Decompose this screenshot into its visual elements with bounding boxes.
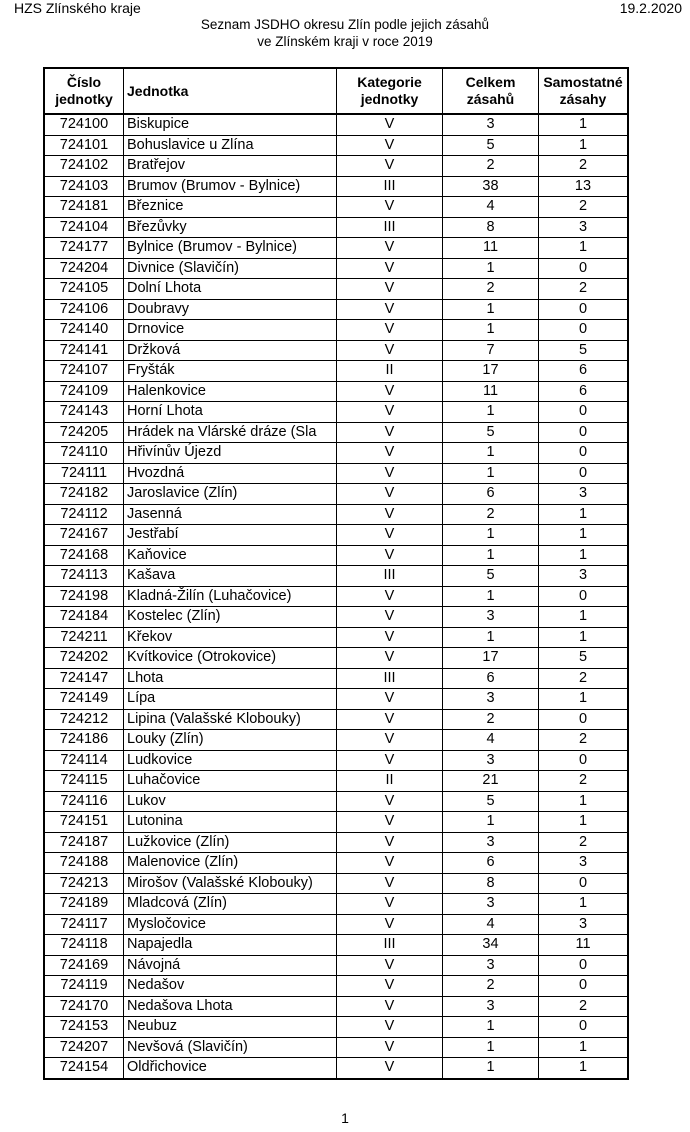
table-row [44, 320, 628, 341]
cell-independent: 5 [539, 340, 629, 361]
cell-category: V [337, 484, 443, 505]
table-row [44, 935, 628, 956]
cell-total: 1 [443, 443, 539, 464]
cell-unit-name: Napajedla [124, 935, 337, 956]
cell-independent: 1 [539, 135, 629, 156]
table-row [44, 750, 628, 771]
cell-unit-name: Březnice [124, 197, 337, 218]
cell-independent: 1 [539, 1058, 629, 1079]
cell-independent: 1 [539, 627, 629, 648]
table-row [44, 484, 628, 505]
cell-category: V [337, 504, 443, 525]
cell-independent: 2 [539, 668, 629, 689]
cell-unit-number: 724105 [44, 279, 124, 300]
units-table [43, 67, 629, 1080]
cell-total: 1 [443, 402, 539, 423]
cell-independent: 1 [539, 607, 629, 628]
cell-category: V [337, 648, 443, 669]
cell-unit-number: 724107 [44, 361, 124, 382]
cell-total: 8 [443, 873, 539, 894]
cell-unit-number: 724188 [44, 853, 124, 874]
cell-category: III [337, 217, 443, 238]
cell-unit-number: 724189 [44, 894, 124, 915]
cell-unit-number: 724184 [44, 607, 124, 628]
cell-total: 1 [443, 586, 539, 607]
cell-category: V [337, 607, 443, 628]
cell-unit-name: Dolní Lhota [124, 279, 337, 300]
cell-independent: 2 [539, 156, 629, 177]
cell-unit-name: Lužkovice (Zlín) [124, 832, 337, 853]
table-body [44, 114, 628, 1079]
cell-unit-number: 724103 [44, 176, 124, 197]
cell-unit-name: Mladcová (Zlín) [124, 894, 337, 915]
cell-unit-number: 724140 [44, 320, 124, 341]
table-row [44, 258, 628, 279]
cell-independent: 0 [539, 976, 629, 997]
cell-category: V [337, 627, 443, 648]
cell-unit-number: 724213 [44, 873, 124, 894]
cell-unit-number: 724118 [44, 935, 124, 956]
page-number: 1 [341, 1110, 349, 1126]
cell-unit-number: 724106 [44, 299, 124, 320]
cell-unit-number: 724102 [44, 156, 124, 177]
cell-category: V [337, 791, 443, 812]
cell-category: V [337, 258, 443, 279]
cell-independent: 1 [539, 689, 629, 710]
cell-unit-name: Kvítkovice (Otrokovice) [124, 648, 337, 669]
table-row [44, 545, 628, 566]
cell-total: 3 [443, 832, 539, 853]
cell-unit-number: 724169 [44, 955, 124, 976]
cell-total: 1 [443, 1058, 539, 1079]
cell-unit-name: Lipina (Valašské Klobouky) [124, 709, 337, 730]
column-header-unit: Jednotka [124, 68, 337, 114]
cell-unit-number: 724181 [44, 197, 124, 218]
cell-unit-name: Lukov [124, 791, 337, 812]
table-row [44, 709, 628, 730]
cell-independent: 2 [539, 730, 629, 751]
document-title [0, 16, 690, 50]
cell-unit-name: Doubravy [124, 299, 337, 320]
cell-independent: 0 [539, 955, 629, 976]
cell-category: V [337, 238, 443, 259]
table-row [44, 648, 628, 669]
cell-unit-number: 724212 [44, 709, 124, 730]
cell-independent: 2 [539, 197, 629, 218]
cell-total: 5 [443, 422, 539, 443]
cell-total: 3 [443, 689, 539, 710]
cell-total: 2 [443, 709, 539, 730]
cell-category: V [337, 709, 443, 730]
table-row [44, 279, 628, 300]
table-row [44, 176, 628, 197]
table-row [44, 1058, 628, 1079]
cell-category: V [337, 689, 443, 710]
cell-total: 11 [443, 238, 539, 259]
cell-total: 2 [443, 504, 539, 525]
cell-independent: 1 [539, 504, 629, 525]
cell-total: 34 [443, 935, 539, 956]
cell-unit-name: Křekov [124, 627, 337, 648]
cell-unit-number: 724111 [44, 463, 124, 484]
cell-total: 2 [443, 279, 539, 300]
cell-category: V [337, 730, 443, 751]
cell-independent: 1 [539, 1037, 629, 1058]
cell-unit-name: Neubuz [124, 1017, 337, 1038]
cell-category: V [337, 340, 443, 361]
cell-category: V [337, 750, 443, 771]
cell-category: V [337, 381, 443, 402]
cell-unit-number: 724141 [44, 340, 124, 361]
cell-unit-name: Kladná-Žilín (Luhačovice) [124, 586, 337, 607]
cell-total: 3 [443, 114, 539, 135]
cell-unit-number: 724153 [44, 1017, 124, 1038]
table-row [44, 607, 628, 628]
title-line-1: Seznam JSDHO okresu Zlín podle jejich zásahů [200, 17, 490, 32]
cell-category: V [337, 545, 443, 566]
cell-independent: 1 [539, 525, 629, 546]
table-row [44, 463, 628, 484]
cell-unit-number: 724168 [44, 545, 124, 566]
cell-unit-number: 724204 [44, 258, 124, 279]
cell-unit-name: Louky (Zlín) [124, 730, 337, 751]
cell-total: 3 [443, 996, 539, 1017]
cell-independent: 2 [539, 832, 629, 853]
cell-independent: 0 [539, 258, 629, 279]
cell-total: 6 [443, 853, 539, 874]
cell-unit-name: Jaroslavice (Zlín) [124, 484, 337, 505]
cell-category: V [337, 1058, 443, 1079]
cell-independent: 1 [539, 545, 629, 566]
cell-independent: 6 [539, 361, 629, 382]
table-row [44, 135, 628, 156]
cell-category: V [337, 976, 443, 997]
cell-unit-name: Luhačovice [124, 771, 337, 792]
cell-independent: 0 [539, 463, 629, 484]
cell-category: V [337, 422, 443, 443]
cell-total: 1 [443, 258, 539, 279]
cell-independent: 13 [539, 176, 629, 197]
cell-independent: 1 [539, 894, 629, 915]
document-date: 19.2.2020 [619, 0, 682, 16]
cell-category: V [337, 955, 443, 976]
cell-unit-name: Kašava [124, 566, 337, 587]
table-row [44, 689, 628, 710]
cell-category: III [337, 935, 443, 956]
cell-unit-name: Drnovice [124, 320, 337, 341]
table-row [44, 1017, 628, 1038]
cell-unit-name: Bohuslavice u Zlína [124, 135, 337, 156]
cell-independent: 3 [539, 914, 629, 935]
cell-unit-number: 724149 [44, 689, 124, 710]
cell-unit-name: Nedašov [124, 976, 337, 997]
cell-independent: 6 [539, 381, 629, 402]
cell-independent: 0 [539, 750, 629, 771]
column-header-category: Kategorie jednotky [337, 68, 443, 114]
column-header-independent-interventions: Samostatné zásahy [539, 68, 629, 114]
cell-independent: 2 [539, 996, 629, 1017]
cell-category: V [337, 853, 443, 874]
cell-total: 5 [443, 791, 539, 812]
cell-independent: 3 [539, 566, 629, 587]
table-row [44, 238, 628, 259]
table-row [44, 730, 628, 751]
cell-total: 1 [443, 1037, 539, 1058]
table-row [44, 299, 628, 320]
cell-unit-number: 724117 [44, 914, 124, 935]
cell-unit-name: Bylnice (Brumov - Bylnice) [124, 238, 337, 259]
cell-independent: 2 [539, 771, 629, 792]
cell-total: 2 [443, 156, 539, 177]
cell-unit-name: Mysločovice [124, 914, 337, 935]
cell-unit-name: Hrádek na Vlárské dráze (Sla [124, 422, 337, 443]
cell-independent: 3 [539, 484, 629, 505]
cell-total: 5 [443, 566, 539, 587]
cell-independent: 3 [539, 853, 629, 874]
cell-independent: 1 [539, 238, 629, 259]
cell-category: V [337, 299, 443, 320]
cell-total: 4 [443, 914, 539, 935]
cell-category: V [337, 832, 443, 853]
cell-category: V [337, 873, 443, 894]
cell-total: 11 [443, 381, 539, 402]
cell-unit-number: 724116 [44, 791, 124, 812]
cell-unit-number: 724187 [44, 832, 124, 853]
cell-independent: 0 [539, 1017, 629, 1038]
cell-unit-name: Horní Lhota [124, 402, 337, 423]
cell-total: 1 [443, 299, 539, 320]
cell-independent: 3 [539, 217, 629, 238]
cell-total: 5 [443, 135, 539, 156]
cell-independent: 0 [539, 873, 629, 894]
cell-total: 6 [443, 484, 539, 505]
cell-independent: 11 [539, 935, 629, 956]
cell-category: V [337, 279, 443, 300]
cell-total: 7 [443, 340, 539, 361]
cell-unit-name: Nevšová (Slavičín) [124, 1037, 337, 1058]
cell-category: V [337, 996, 443, 1017]
cell-category: III [337, 566, 443, 587]
cell-total: 3 [443, 607, 539, 628]
table-row [44, 340, 628, 361]
cell-unit-name: Bratřejov [124, 156, 337, 177]
table-row [44, 894, 628, 915]
table-row [44, 914, 628, 935]
cell-unit-name: Halenkovice [124, 381, 337, 402]
cell-unit-name: Brumov (Brumov - Bylnice) [124, 176, 337, 197]
cell-independent: 0 [539, 402, 629, 423]
cell-unit-number: 724198 [44, 586, 124, 607]
cell-category: II [337, 771, 443, 792]
cell-unit-name: Fryšták [124, 361, 337, 382]
cell-unit-number: 724170 [44, 996, 124, 1017]
cell-unit-name: Hvozdná [124, 463, 337, 484]
cell-unit-number: 724119 [44, 976, 124, 997]
cell-category: II [337, 361, 443, 382]
cell-category: V [337, 894, 443, 915]
table-row [44, 955, 628, 976]
table-row [44, 114, 628, 135]
cell-unit-number: 724177 [44, 238, 124, 259]
cell-unit-number: 724114 [44, 750, 124, 771]
cell-independent: 1 [539, 791, 629, 812]
cell-category: V [337, 1037, 443, 1058]
table-row [44, 156, 628, 177]
cell-category: V [337, 812, 443, 833]
cell-unit-number: 724205 [44, 422, 124, 443]
table-row [44, 668, 628, 689]
cell-category: V [337, 114, 443, 135]
cell-independent: 1 [539, 812, 629, 833]
cell-unit-name: Lutonina [124, 812, 337, 833]
cell-unit-number: 724112 [44, 504, 124, 525]
cell-unit-number: 724211 [44, 627, 124, 648]
cell-unit-name: Hřivínův Újezd [124, 443, 337, 464]
cell-unit-name: Návojná [124, 955, 337, 976]
cell-category: V [337, 914, 443, 935]
cell-unit-name: Kostelec (Zlín) [124, 607, 337, 628]
table-row [44, 197, 628, 218]
cell-unit-name: Jasenná [124, 504, 337, 525]
cell-category: V [337, 1017, 443, 1038]
cell-unit-name: Ludkovice [124, 750, 337, 771]
cell-category: V [337, 525, 443, 546]
table-row [44, 586, 628, 607]
cell-total: 1 [443, 545, 539, 566]
cell-unit-name: Malenovice (Zlín) [124, 853, 337, 874]
table-row [44, 525, 628, 546]
cell-independent: 5 [539, 648, 629, 669]
table-row [44, 791, 628, 812]
table-row [44, 627, 628, 648]
cell-independent: 0 [539, 299, 629, 320]
table-row [44, 832, 628, 853]
cell-category: V [337, 463, 443, 484]
cell-total: 3 [443, 955, 539, 976]
table-row [44, 976, 628, 997]
table-row [44, 771, 628, 792]
cell-total: 2 [443, 976, 539, 997]
table-row [44, 1037, 628, 1058]
cell-unit-number: 724207 [44, 1037, 124, 1058]
cell-unit-number: 724143 [44, 402, 124, 423]
cell-category: V [337, 402, 443, 423]
table-row [44, 361, 628, 382]
cell-total: 1 [443, 1017, 539, 1038]
cell-unit-number: 724154 [44, 1058, 124, 1079]
title-line-2: ve Zlínském kraji v roce 2019 [257, 34, 433, 49]
cell-independent: 0 [539, 709, 629, 730]
cell-unit-name: Mirošov (Valašské Klobouky) [124, 873, 337, 894]
cell-total: 1 [443, 463, 539, 484]
cell-unit-name: Lhota [124, 668, 337, 689]
cell-category: III [337, 668, 443, 689]
cell-total: 4 [443, 197, 539, 218]
table-row [44, 996, 628, 1017]
cell-unit-name: Biskupice [124, 114, 337, 135]
cell-unit-number: 724115 [44, 771, 124, 792]
cell-unit-name: Držková [124, 340, 337, 361]
cell-total: 3 [443, 894, 539, 915]
cell-category: V [337, 586, 443, 607]
cell-total: 4 [443, 730, 539, 751]
cell-total: 3 [443, 750, 539, 771]
cell-unit-number: 724167 [44, 525, 124, 546]
cell-total: 1 [443, 320, 539, 341]
cell-independent: 1 [539, 114, 629, 135]
cell-category: V [337, 443, 443, 464]
cell-unit-number: 724100 [44, 114, 124, 135]
cell-total: 8 [443, 217, 539, 238]
cell-unit-number: 724113 [44, 566, 124, 587]
cell-unit-number: 724202 [44, 648, 124, 669]
cell-total: 21 [443, 771, 539, 792]
cell-unit-number: 724104 [44, 217, 124, 238]
cell-unit-number: 724151 [44, 812, 124, 833]
cell-unit-name: Lípa [124, 689, 337, 710]
table-row [44, 873, 628, 894]
table-row [44, 402, 628, 423]
cell-total: 17 [443, 648, 539, 669]
table-row [44, 381, 628, 402]
cell-unit-number: 724101 [44, 135, 124, 156]
table-row [44, 853, 628, 874]
cell-unit-name: Divnice (Slavičín) [124, 258, 337, 279]
cell-category: V [337, 320, 443, 341]
cell-unit-name: Kaňovice [124, 545, 337, 566]
table-row [44, 812, 628, 833]
cell-unit-name: Oldřichovice [124, 1058, 337, 1079]
cell-category: V [337, 135, 443, 156]
cell-unit-number: 724109 [44, 381, 124, 402]
cell-unit-name: Nedašova Lhota [124, 996, 337, 1017]
cell-total: 1 [443, 812, 539, 833]
table-row [44, 443, 628, 464]
cell-independent: 2 [539, 279, 629, 300]
cell-category: V [337, 156, 443, 177]
column-header-total-interventions: Celkem zásahů [443, 68, 539, 114]
cell-unit-number: 724182 [44, 484, 124, 505]
cell-category: V [337, 197, 443, 218]
cell-unit-name: Jestřabí [124, 525, 337, 546]
cell-unit-name: Březůvky [124, 217, 337, 238]
cell-total: 38 [443, 176, 539, 197]
cell-total: 1 [443, 627, 539, 648]
cell-category: III [337, 176, 443, 197]
cell-total: 1 [443, 525, 539, 546]
column-header-unit-number: Číslo jednotky [44, 68, 124, 114]
cell-unit-number: 724186 [44, 730, 124, 751]
cell-independent: 0 [539, 422, 629, 443]
cell-unit-number: 724147 [44, 668, 124, 689]
table-row [44, 504, 628, 525]
organization-name: HZS Zlínského kraje [14, 0, 141, 16]
table-row [44, 422, 628, 443]
cell-unit-number: 724110 [44, 443, 124, 464]
table-header-row [44, 68, 628, 114]
cell-independent: 0 [539, 586, 629, 607]
cell-total: 17 [443, 361, 539, 382]
cell-independent: 0 [539, 443, 629, 464]
table-row [44, 566, 628, 587]
cell-independent: 0 [539, 320, 629, 341]
table-row [44, 217, 628, 238]
cell-total: 6 [443, 668, 539, 689]
